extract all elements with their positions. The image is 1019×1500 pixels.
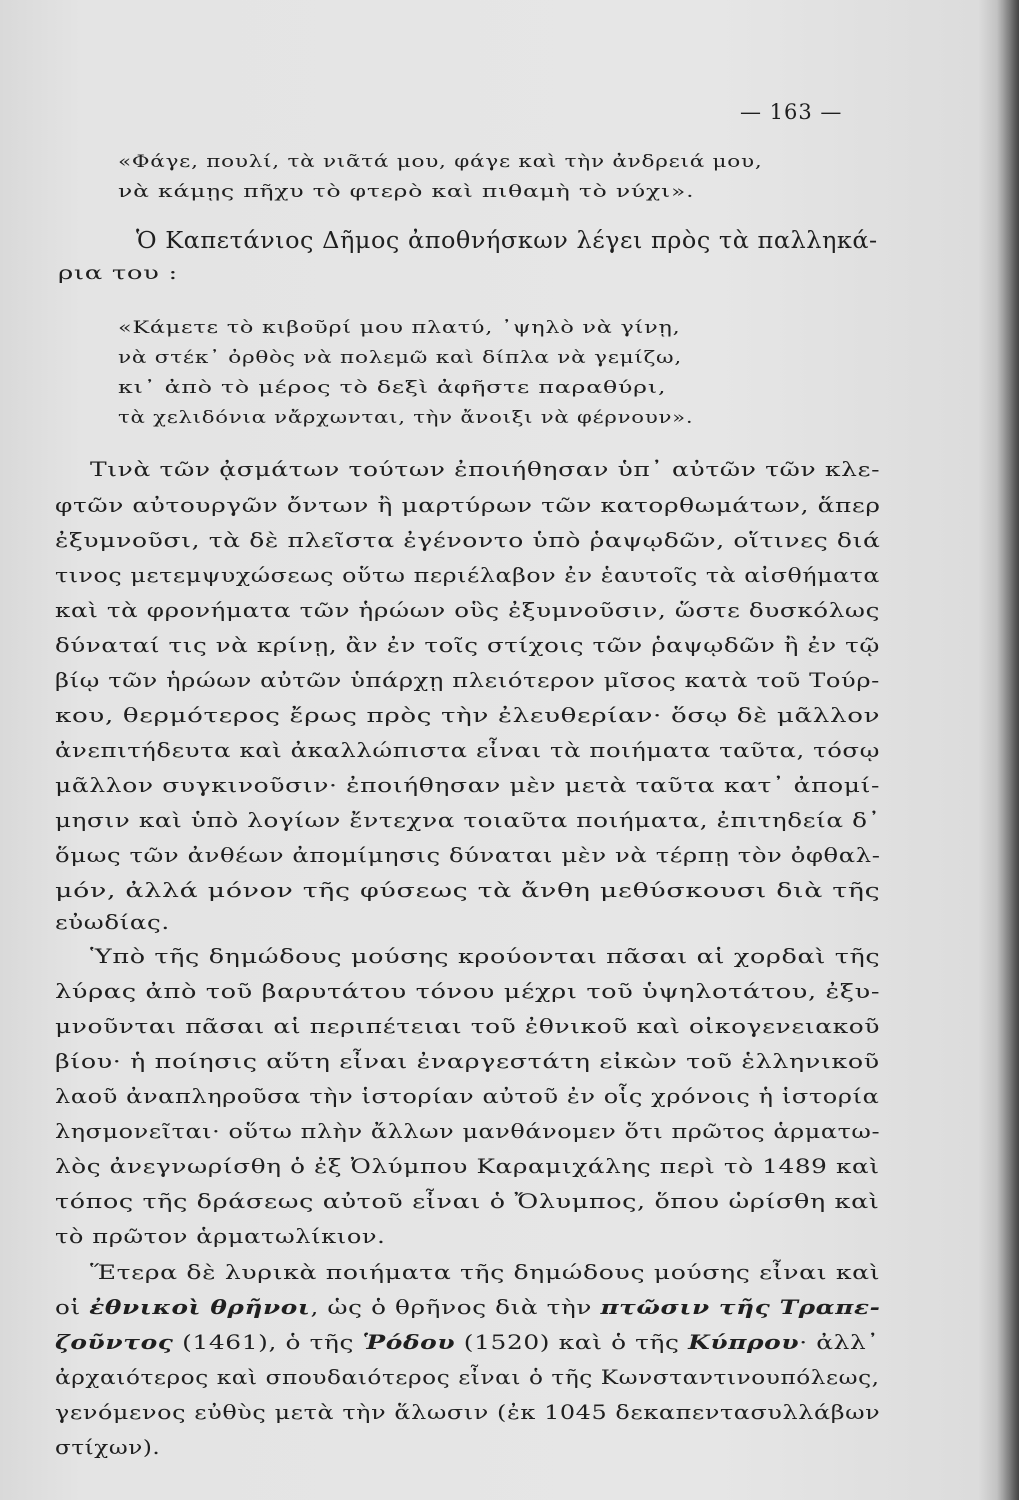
- page-number: — 163 —: [740, 100, 843, 124]
- paragraph-line: λαοῦ ἀναπληροῦσα τὴν ἱστορίαν αὐτοῦ ἐν οἷς χρόνοις ἡ ἱστορία: [55, 1084, 880, 1108]
- emphasis-rhodes: Ῥόδου: [362, 1330, 456, 1354]
- paragraph-line: φτῶν αὐτουργῶν ὄντων ἢ μαρτύρων τῶν κατορθωμάτων, ἅπερ: [55, 493, 881, 517]
- emphasis-fall-of-trebizond: πτῶσιν τῆς Τραπε-: [600, 1295, 881, 1319]
- paragraph-line: Ἕτερα δὲ λυρικὰ ποιήματα τῆς δημώδους μούσης εἶναι καὶ: [90, 1260, 881, 1284]
- verse-line: κι᾿ ἀπὸ τὸ μέρος τὸ δεξὶ ἀφῆστε παραθύρι,: [118, 378, 667, 398]
- text-run: οἱ: [55, 1295, 90, 1319]
- paragraph-line: Ὑπὸ τῆς δημώδους μούσης κρούονται πᾶσαι αἱ χορδαὶ τῆς: [90, 944, 881, 968]
- paragraph-line: λὸς ἀνεγνωρίσθη ὁ ἐξ Ὀλύμπου Καραμιχάλης περὶ τὸ 1489 καὶ: [55, 1154, 880, 1178]
- paragraph-line: τινος μετεμψυχώσεως οὕτω περιέλαβον ἐν ἑαυτοῖς τὰ αἰσθήματα: [55, 563, 880, 587]
- paragraph-line: λησμονεῖται· οὕτω πλὴν ἄλλων μανθάνομεν ὅτι πρῶτος ἁρματω-: [55, 1119, 881, 1143]
- paragraph-line: γενόμενος εὐθὺς μετὰ τὴν ἅλωσιν (ἐκ 1045 δεκαπεντασυλλάβων: [55, 1400, 881, 1424]
- verse-line: νὰ κάμῃς πῆχυ τὸ φτερὸ καὶ πιθαμὴ τὸ νύχι».: [118, 182, 695, 202]
- verse-line: «Κάμετε τὸ κιβοῦρί μου πλατύ, ᾿ψηλὸ νὰ γίνῃ,: [118, 318, 681, 338]
- intro-line: Ὁ Καπετάνιος Δῆμος ἀποθνήσκων λέγει πρὸς τὰ παλληκά-: [136, 228, 878, 254]
- text-run: , ὡς ὁ θρῆνος διὰ τὴν: [310, 1295, 601, 1319]
- text-run: · ἀλλ᾿: [799, 1330, 880, 1354]
- paragraph-line: βίου· ἡ ποίησις αὕτη εἶναι ἐναργεστάτη εἰκὼν τοῦ ἑλληνικοῦ: [55, 1049, 880, 1073]
- paragraph-line: εὐωδίας.: [55, 910, 170, 934]
- verse-line: «Φάγε, πουλί, τὰ νιᾶτά μου, φάγε καὶ τὴν ἀνδρειά μου,: [118, 152, 763, 172]
- paragraph-line: βίῳ τῶν ἡρώων αὐτῶν ὑπάρχῃ πλειότερον μῖσος κατὰ τοῦ Τούρ-: [55, 668, 880, 692]
- text-run: (1520) καὶ ὁ τῆς: [455, 1330, 689, 1354]
- paragraph-line: μησιν καὶ ὑπὸ λογίων ἔντεχνα τοιαῦτα ποιήματα, ἐπιτηδεία δ᾿: [55, 808, 881, 832]
- paragraph-line: [55, 1330, 879, 1354]
- paragraph-line: ὅμως τῶν ἀνθέων ἀπομίμησις δύναται μὲν νὰ τέρπῃ τὸν ὀφθαλ-: [55, 843, 881, 867]
- paragraph-line: Τινὰ τῶν ᾀσμάτων τούτων ἐποιήθησαν ὑπ᾿ αὐτῶν τῶν κλε-: [90, 457, 881, 481]
- emphasis-trebizond-end: ζοῦντος: [55, 1330, 174, 1354]
- paragraph-line: μόν, ἀλλά μόνον τῆς φύσεως τὰ ἄνθη μεθύσκουσι διὰ τῆς: [55, 878, 881, 902]
- paragraph-line: καὶ τὰ φρονήματα τῶν ἡρώων οὓς ἐξυμνοῦσιν, ὥστε δυσκόλως: [55, 598, 880, 622]
- text-run: (1461), ὁ τῆς: [173, 1330, 363, 1354]
- verse-line: νὰ στέκ᾿ ὀρθὸς νὰ πολεμῶ καὶ δίπλα νὰ γεμίζω,: [118, 348, 682, 368]
- paragraph-line: τὸ πρῶτον ἁρματωλίκιον.: [55, 1224, 386, 1248]
- page-edge-shadow: [997, 0, 1019, 1500]
- verse-line: τὰ χελιδόνια νἄρχωνται, τὴν ἄνοιξι νὰ φέρνουν».: [118, 408, 694, 428]
- paragraph-line: δύναταί τις νὰ κρίνῃ, ἂν ἐν τοῖς στίχοις τῶν ῥαψῳδῶν ἢ ἐν τῷ: [55, 633, 880, 657]
- paragraph-line: ἀνεπιτήδευτα καὶ ἀκαλλώπιστα εἶναι τὰ ποιήματα ταῦτα, τόσῳ: [55, 738, 880, 762]
- paragraph-line: τόπος τῆς δράσεως αὐτοῦ εἶναι ὁ Ὄλυμπος, ὅπου ὡρίσθη καὶ: [55, 1189, 880, 1213]
- paragraph-line: κου, θερμότερος ἔρως πρὸς τὴν ἐλευθερίαν· ὅσῳ δὲ μᾶλλον: [55, 703, 881, 727]
- paragraph-line: ἀρχαιότερος καὶ σπουδαιότερος εἶναι ὁ τῆς Κωνσταντινουπόλεως,: [55, 1365, 880, 1389]
- emphasis-national-laments: ἐθνικοὶ θρῆνοι: [89, 1295, 311, 1319]
- paragraph-line: μᾶλλον συγκινοῦσιν· ἐποιήθησαν μὲν μετὰ ταῦτα κατ᾿ ἀπομί-: [55, 773, 881, 797]
- paragraph-line: [55, 1295, 880, 1319]
- paragraph-line: ἐξυμνοῦσι, τὰ δὲ πλεῖστα ἐγένοντο ὑπὸ ῥαψῳδῶν, οἵτινες διά: [55, 528, 881, 552]
- paragraph-line: λύρας ἀπὸ τοῦ βαρυτάτου τόνου μέχρι τοῦ ὑψηλοτάτου, ἐξυ-: [55, 979, 881, 1003]
- paragraph-line: στίχων).: [55, 1435, 161, 1459]
- intro-line: ρια του :: [58, 262, 178, 284]
- emphasis-cyprus: Κύπρου: [688, 1330, 800, 1354]
- paragraph-line: μνοῦνται πᾶσαι αἱ περιπέτειαι τοῦ ἐθνικοῦ καὶ οἰκογενειακοῦ: [55, 1014, 881, 1038]
